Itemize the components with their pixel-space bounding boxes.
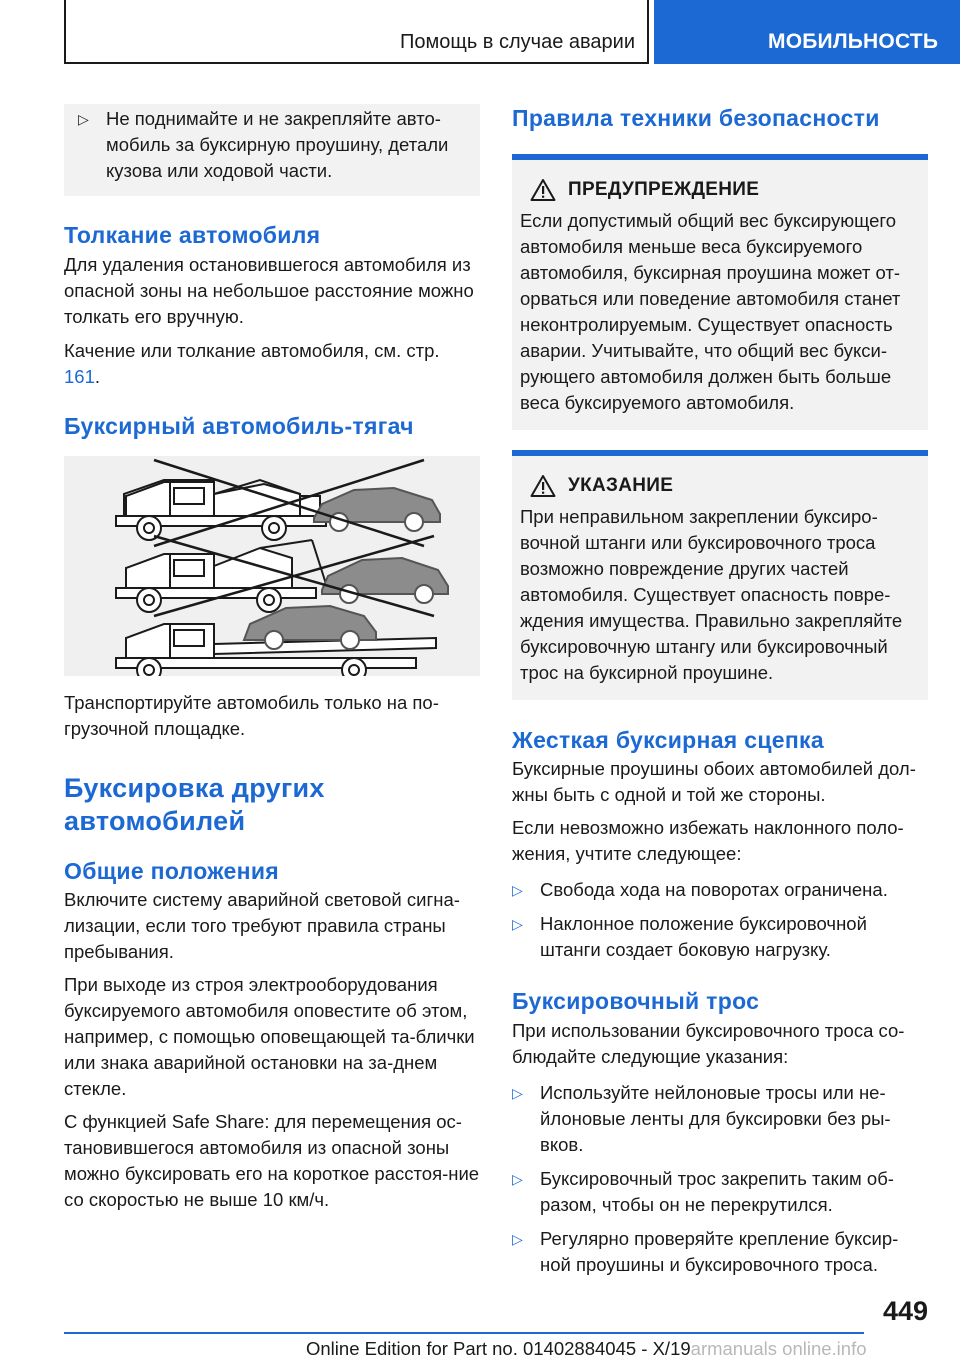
towed-car-1 — [314, 488, 440, 531]
rigid-paragraph-2: Если невозможно избежать наклонного поло-жения, учтите следующее: — [512, 817, 904, 864]
tow-truck-illustration — [64, 456, 480, 676]
lift-warning-box — [64, 104, 480, 196]
general-paragraph-2: При выходе из строя электрооборудования буксируемого автомобиля оповестите об этом, например, с помощью оповещающей та-блички или знака аварийной остановки на за-днем стекле. — [64, 974, 475, 1099]
section-title-pushing: Толкание автомобиля — [64, 222, 321, 248]
push-paragraph-2: Качение или толкание автомобиля, см. стр. 161. — [64, 340, 440, 387]
left-column — [64, 104, 480, 1213]
warning-title: ПРЕДУПРЕЖДЕНИЕ — [568, 179, 760, 200]
footer-edition: Online Edition for Part no. 01402884045 - X/19armanuals online.info — [306, 1338, 867, 1359]
list-item: ▷ Не поднимайте и не закрепляйте авто-мобиль за буксирную проушину, детали кузова или ходовой части. — [78, 106, 466, 184]
towed-car-2 — [322, 558, 448, 603]
warning-triangle-icon — [530, 178, 556, 202]
section-title-rigid: Жесткая буксирная сцепка — [512, 727, 824, 753]
list-item: ▷ Регулярно проверяйте крепление буксир-ной проушины и буксировочного троса. — [512, 1226, 928, 1278]
list-item: ▷ Используйте нейлоновые тросы или не-йлоновые ленты для буксировки без ры-вков. — [512, 1080, 928, 1158]
tow-truck-image — [64, 456, 480, 676]
notice-box — [512, 450, 928, 700]
list-item: ▷ Буксировочный трос закрепить таким об-разом, чтобы он не перекрутился. — [512, 1166, 928, 1218]
triangle-right-icon: ▷ — [78, 111, 89, 127]
list-item: ▷ Свобода хода на поворотах ограничена. — [512, 877, 928, 903]
rigid-paragraph-1: Буксирные проушины обоих автомобилей дол-жны быть с одной и той же стороны. — [512, 758, 916, 805]
header-chapter-tab[interactable]: МОБИЛЬНОСТЬ — [654, 0, 960, 64]
notice-text: При неправильном закреплении буксиро-вочной штанги или буксировочного троса возможно повреждение других частей автомобиля. Существует опасность повре-ждения имущества. Правильно закрепляйте буксировочную штангу или буксировочный трос на буксирной проушине. — [520, 506, 903, 683]
right-column — [512, 104, 928, 1278]
warning-box — [512, 154, 928, 430]
page-link[interactable]: 161 — [64, 366, 95, 387]
warning-triangle-icon — [530, 474, 556, 498]
section-title-general: Общие положения — [64, 858, 279, 884]
triangle-right-icon: ▷ — [512, 882, 523, 898]
triangle-right-icon: ▷ — [512, 1085, 523, 1101]
transport-paragraph: Транспортируйте автомобиль только на по-грузочной площадке. — [64, 692, 439, 739]
section-title-rope: Буксировочный трос — [512, 988, 760, 1014]
chapter-title-towing: Буксировка других автомобилей — [64, 773, 325, 836]
triangle-right-icon: ▷ — [512, 1171, 523, 1187]
warning-text: Если допустимый общий вес буксирующего автомобиля меньше веса буксируемого автомобиля, буксирная проушина может от-орваться или поведение автомобиля станет неконтролируемым. Существует опасность аварии. Учитывайте, что общий вес букси-рующего автомобиля должен быть больше веса буксируемого автомобиля. — [520, 210, 901, 413]
general-paragraph-1: Включите систему аварийной световой сигна-лизации, если того требуют правила страны пребывания. — [64, 889, 460, 962]
page-number: 449 — [882, 1296, 928, 1326]
footer-divider — [64, 1332, 864, 1334]
notice-title: УКАЗАНИЕ — [568, 475, 674, 496]
triangle-right-icon: ▷ — [512, 916, 523, 932]
section-title-tow-vehicle: Буксирный автомобиль-тягач — [64, 413, 414, 439]
triangle-right-icon: ▷ — [512, 1231, 523, 1247]
header-section-title: Помощь в случае аварии — [400, 31, 635, 53]
general-paragraph-3: С функцией Safe Share: для перемещения ос-тановившегося автомобиля из опасной зоны можно буксировать его на короткое расстоя-ние со скоростью не выше 10 км/ч. — [64, 1111, 480, 1210]
push-paragraph-1: Для удаления остановившегося автомобиля из опасной зоны на небольшое расстояние можно толкать его вручную. — [64, 254, 474, 327]
list-item: ▷ Наклонное положение буксировочной штанги создает боковую нагрузку. — [512, 911, 928, 963]
watermark: armanuals online.info — [690, 1338, 867, 1359]
rope-paragraph: При использовании буксировочного троса со-блюдайте следующие указания: — [512, 1020, 905, 1067]
section-title-safety: Правила техники безопасности — [512, 105, 880, 131]
